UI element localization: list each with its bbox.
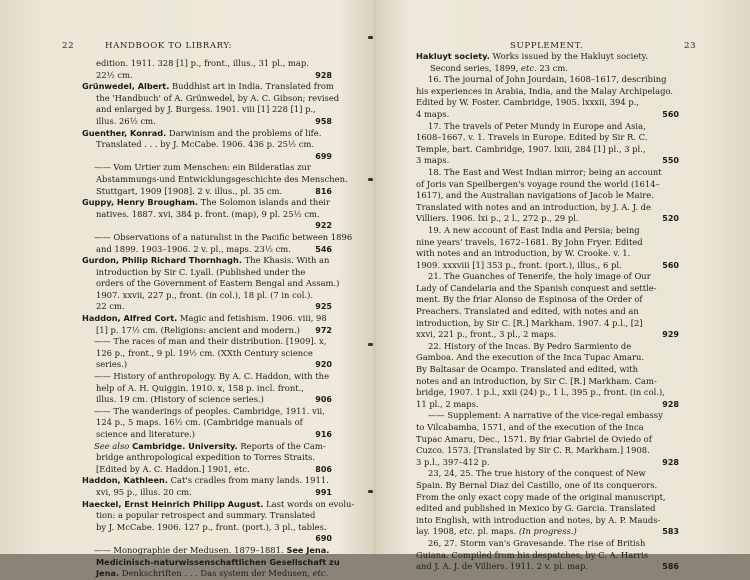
entry-text: 1907. xxvii, 227 p., front. (in col.), 18 pl. (7 in col.). [96,289,314,300]
entry-text: Works issued by the Hakluyt society. [489,51,648,61]
right-running-head: SUPPLEMENT. [510,41,584,51]
entry-text: edited and published in Mexico by G. Garcia. Translated [416,503,656,514]
text-line [416,399,679,411]
text-line [82,325,332,337]
binding-mark [368,36,373,39]
entry-text: 1909. xxxviii [1] 353 p., front. (port.), illus., 6 pl. [416,259,622,270]
author-heading: Haddon, Alfred Cort. [82,313,178,324]
entry-text: pl. maps. [474,526,519,537]
entry-text: From the only exact copy made of the original manuscript, [416,491,666,502]
right-page-number: 23 [684,41,697,51]
text-line [82,255,332,267]
text-line [82,58,332,70]
entry-text: 3 p.l., 397–412 p. [416,456,490,467]
entry-text: Magic and fetishism. 1906. viii, 98 [177,313,327,324]
text-line [82,231,353,244]
text-line [82,81,332,93]
entry-text: —— Supplement: A narrative of the vice-regal embassy [428,410,663,421]
text-line [82,336,332,348]
entry-text: and enlarged by J. Burgess. 1901. viii [1] 228 [1] p., [96,104,316,115]
entry-text: Darwinism and the problems of life. [166,127,322,138]
class-number: 925 [315,302,332,312]
entry-text: Stuttgart, 1909 [1908]. 2 v. illus., pl. 35 cm. [96,185,283,196]
entry-text: 19. A new account of East India and Persia; being [428,224,640,235]
author-heading: Gurdon, Philip Richard Thornhagh. [82,255,242,266]
entry-text: Cuzco. 1573. [Translated by Sir C. R. Markham.] 1908. [416,445,650,456]
text-line [82,533,332,545]
text-line [416,318,679,330]
entry-text: Spain. By Bernal Diaz del Castillo, one of its conquerors. [416,479,658,490]
class-number: 922 [315,221,332,231]
entry-text: with notes and an introduction, by W. Crooke. v. 1. [416,248,631,259]
entry-text: 126 p., front., 9 pl. 19½ cm. (XXth Century science [96,347,313,358]
class-number: 546 [315,244,332,254]
author-heading: Jena. [96,568,120,579]
text-line [82,139,332,151]
entry-text: 22½ cm. [96,69,133,80]
entry-text: [Edited by A. C. Haddon.] 1901, etc. [96,463,250,474]
left-running-head: HANDBOOK TO LIBRARY: [105,41,233,51]
text-line [82,104,332,116]
class-number: 690 [315,534,332,544]
entry-text: —— The wanderings of peoples. Cambridge, 1911. vii, [94,405,325,416]
text-line [82,522,332,534]
entry-text: orders of the Government of Eastern Bengal and Assam.) [96,278,340,289]
class-number: 972 [315,325,332,335]
text-line [82,244,332,256]
text-line [416,167,679,179]
text-line [416,561,679,573]
italic-text: etc. [459,526,475,537]
left-page [0,0,375,579]
class-number: 699 [315,151,332,161]
text-line [82,92,340,105]
text-line [82,116,332,128]
class-number: 928 [662,457,679,467]
entry-text: tion: a popular retrospect and summary. Translated [96,510,316,521]
left-page-number: 22 [62,41,75,51]
entry-text: series.) [96,359,128,370]
entry-text: notes and an introduction, by Sir C. [R.] Markham. Cam- [416,375,657,386]
class-number: 958 [315,116,332,126]
author-heading: Haddon, Kathleen. [82,475,168,486]
author-heading: Guppy, Henry Brougham. [82,197,198,208]
text-line [82,301,332,313]
entry-text: 1608–1667. v. 1. Travels in Europe. Edited by Sir R. C. [416,132,648,143]
text-line [416,190,679,202]
class-number: 928 [662,399,679,409]
text-line [416,179,679,191]
entry-text: Abstammungs-und Entwicklungsgeschichte des Menschen. [96,173,348,184]
entry-text: 23 cm. [536,62,568,73]
text-line [82,151,332,163]
text-line [82,487,332,499]
right-page-text [416,51,679,573]
entry-text: into English, with introduction and notes, by A. P. Mauds- [416,514,661,525]
text-line [416,492,679,504]
text-line [82,417,332,429]
text-line [416,294,679,306]
entry-text: Last words on evolu- [263,498,355,509]
binding-mark [368,343,373,346]
entry-text: the 'Handbuch' of A. Grünwedel, by A. C. Gibson; revised [96,92,340,103]
text-line [416,445,679,457]
entry-text: bridge anthropological expedition to Torres Straits. [96,452,316,463]
text-line [416,468,679,480]
text-line [82,510,332,522]
entry-text: illus. 19 cm. (History of science series.) [96,394,264,405]
entry-text: ment. By the friar Alonso de Espinosa of the Order of [416,294,643,305]
entry-text: 16. The journal of John Jourdain, 1608–1617, describing [428,74,667,85]
text-line [82,371,332,383]
entry-text: —— Monographie der Medusen. 1879–1881. [94,544,284,555]
entry-text: by J. McCabe. 1906. 127 p., front. (port.), 3 pl., tables. [96,521,327,532]
text-line [416,271,679,283]
entry-text: Denkschriften . . . Das system der Medusen, [119,568,313,579]
class-number: 550 [662,156,679,166]
text-line [82,568,332,580]
left-page-text [82,58,355,580]
text-line [416,97,679,109]
class-number: 991 [315,487,332,497]
entry-text: and J. A. J. de Villiers. 1911. 2 v. pl. map. [416,561,589,572]
entry-text: edition. 1911. 328 [1] p., front., illus., 31 pl., map. [96,58,309,68]
author-heading: See Jena. [283,544,330,555]
entry-text: lay. 1908, [416,526,460,537]
entry-text: —— The races of man and their distribution. [1909]. x, [94,336,327,347]
entry-text: nine years' travels, 1672–1681. By John Fryer. Edited [416,236,643,247]
entry-text: bridge, 1907. 1 p.l., xxii (24) p., 1 l., 395 p., front. (in col.), [416,387,665,398]
class-number: 920 [315,360,332,370]
text-line [82,545,332,557]
text-line [82,475,332,487]
text-line [416,538,679,550]
text-line [416,410,679,422]
binding-mark [368,178,373,181]
text-line [416,260,679,272]
entry-text: The Solomon islands and their [197,197,330,208]
entry-text: Temple, bart. Cambridge, 1907. lxiii, 284 [1] pl., 3 pl., [416,143,646,154]
class-number: 560 [662,260,679,270]
text-line [82,278,340,290]
author-heading: Guenther, Konrad. [82,127,167,138]
text-line [416,213,679,225]
text-line [416,387,679,399]
entry-text: Cat's cradles from many lands. 1911. [167,475,329,486]
italic-text: etc. [521,62,537,73]
text-line [82,452,332,464]
class-number: 583 [662,527,679,537]
entry-text: —— History of anthropology. By A. C. Haddon, with the [94,371,330,382]
class-number: 806 [315,464,332,474]
class-number: 586 [662,562,679,572]
text-line [82,406,332,418]
text-line [416,341,679,353]
text-line [82,186,332,198]
text-line [82,429,332,441]
entry-text: —— Vom Urtier zum Menschen: ein Bilderatlas zur [94,162,311,173]
text-line [82,383,332,395]
entry-text: Reports of the Cam- [237,440,326,451]
entry-text: The Khasis. With an [241,255,330,266]
entry-text: Guiana. Compiled from his despatches, by C. A. Harris [416,549,649,560]
text-line [416,63,679,75]
entry-text: his experiences in Arabia, India, and the Malay Archipelago. [416,85,674,96]
text-line [82,441,332,453]
entry-text: Edited by W. Foster. Cambridge, 1905. lxxxii, 394 p., [416,97,640,108]
entry-text: 23, 24, 25. The true history of the conquest of New [428,468,646,479]
author-heading: Grünwedel, Albert. [82,81,170,92]
entry-text: help of A. H. Quiggin. 1910. x, 158 p. incl. front., [96,382,304,393]
author-heading: Medicinisch-naturwissenschaftlichen Gesellschaft zu [96,556,340,567]
right-page [376,0,750,572]
author-heading: Hakluyt society. [416,51,490,61]
text-line [82,209,332,221]
text-line [416,422,679,434]
text-line [416,434,679,446]
entry-text: 22. History of the Incas. By Pedro Sarmiento de [428,340,632,351]
text-line [416,515,679,527]
entry-text: Buddhist art in India. Translated from [169,81,334,92]
text-line [416,526,679,538]
text-line [416,457,679,469]
italic-text: etc. [312,568,329,579]
entry-text: introduction by Sir C. Lyall. (Published under the [96,266,306,277]
text-line [82,359,332,371]
text-line [82,267,332,279]
class-number: 906 [315,395,332,405]
binding-mark [368,490,373,493]
entry-text: Translated with notes and an introduction, by J. A. J. de [416,201,651,212]
text-line [416,283,679,295]
text-line [82,556,340,569]
text-line [82,348,332,360]
text-line [416,237,679,249]
text-line [82,394,332,406]
text-line [82,70,332,82]
entry-text: Gamboa. And the execution of the Inca Tupac Amaru. [416,352,645,363]
italic-text: See also [94,440,130,451]
entry-text: Villiers. 1906. lxi p., 2 l., 272 p., 29 pl. [416,213,579,224]
entry-text: By Baltasar de Ocampo. Translated and edited, with [416,364,639,375]
text-line [82,313,332,325]
text-line [82,197,332,209]
class-number: 916 [315,430,332,439]
entry-text: 4 maps. [416,108,450,119]
text-line [416,51,679,63]
text-line [82,498,355,511]
entry-text: introduction, by Sir C. [R.] Markham. 1907. 4 p.l., [2] [416,317,643,328]
entry-text: Preachers. Translated and edited, with notes and an [416,306,639,317]
entry-text: 1617), and the Australian navigations of Jacob le Maire. [416,190,654,201]
entry-text: Tupac Amaru, Dec., 1571. By friar Gabriel de Oviedo of [416,433,652,444]
entry-text: [1] p. 17½ cm. (Religions: ancient and modern.) [96,324,300,335]
text-line [82,173,348,186]
text-line [82,220,332,232]
entry-text: 11 pl., 2 maps. [416,398,479,409]
class-number: 929 [662,330,679,340]
text-line [416,550,679,562]
text-line [416,225,679,237]
text-line [416,144,679,156]
entry-text: Lady of Candelaria and the Spanish conquest and settle- [416,282,657,293]
italic-text: (In progress.) [518,526,577,537]
class-number: 520 [662,214,679,224]
entry-text: 124 p., 5 maps. 16½ cm. (Cambridge manuals of [96,417,303,428]
entry-text: 18. The East and West Indian mirror; being an account [428,166,662,177]
text-line [416,364,679,376]
text-line [416,202,679,214]
author-heading: Haeckel, Ernst Heinrich Philipp August. [82,498,264,509]
text-line [416,155,679,167]
class-number: 816 [315,186,332,196]
class-number: 928 [315,70,332,80]
text-line [416,248,679,260]
entry-text: Translated . . . by J. McCabe. 1906. 436 p. 25½ cm. [96,139,315,150]
text-line [416,480,679,492]
entry-text: 3 maps. [416,155,450,166]
text-line [416,121,679,133]
entry-text: illus. 26½ cm. [96,115,156,126]
text-line [416,376,679,388]
entry-text: science and literature.) [96,429,196,439]
entry-text: and 1899. 1903–1906. 2 v. pl., maps. 23½ cm. [96,243,291,254]
entry-text: —— Observations of a naturalist in the Pacific between 1896 [94,231,353,242]
entry-text: 26, 27. Storm van's Gravesande. The rise of British [428,537,646,548]
entry-text: of Joris van Speilbergen's voyage round the world (1614– [416,178,660,189]
entry-text: to Vilcabamba, 1571, and of the execution of the Inca [416,422,644,432]
text-line [416,74,679,86]
entry-text: 21. The Guanches of Tenerife, the holy image of Our [428,271,651,282]
class-number: 560 [662,109,679,119]
entry-text: 17. The travels of Peter Mundy in Europe and Asia, [428,120,646,131]
text-line [416,132,679,144]
entry-text: xxvi, 221 p., front., 3 pl., 2 maps. [416,329,557,340]
author-heading: Cambridge. University. [129,440,238,451]
text-line [82,128,332,140]
entry-text: xvi, 95 p., illus. 20 cm. [96,486,192,497]
text-line [416,329,679,341]
text-line [416,352,679,364]
text-line [416,306,679,318]
entry-text: 22 cm. [96,301,125,312]
text-line [82,162,332,174]
text-line [416,503,679,515]
text-line [82,290,332,302]
text-line [82,464,332,476]
entry-text: natives. 1887. xvi, 384 p. front. (map), 9 pl. 25½ cm. [96,208,320,219]
entry-text: Second series, 1899, [430,62,521,73]
text-line [416,109,679,121]
text-line [416,86,679,98]
